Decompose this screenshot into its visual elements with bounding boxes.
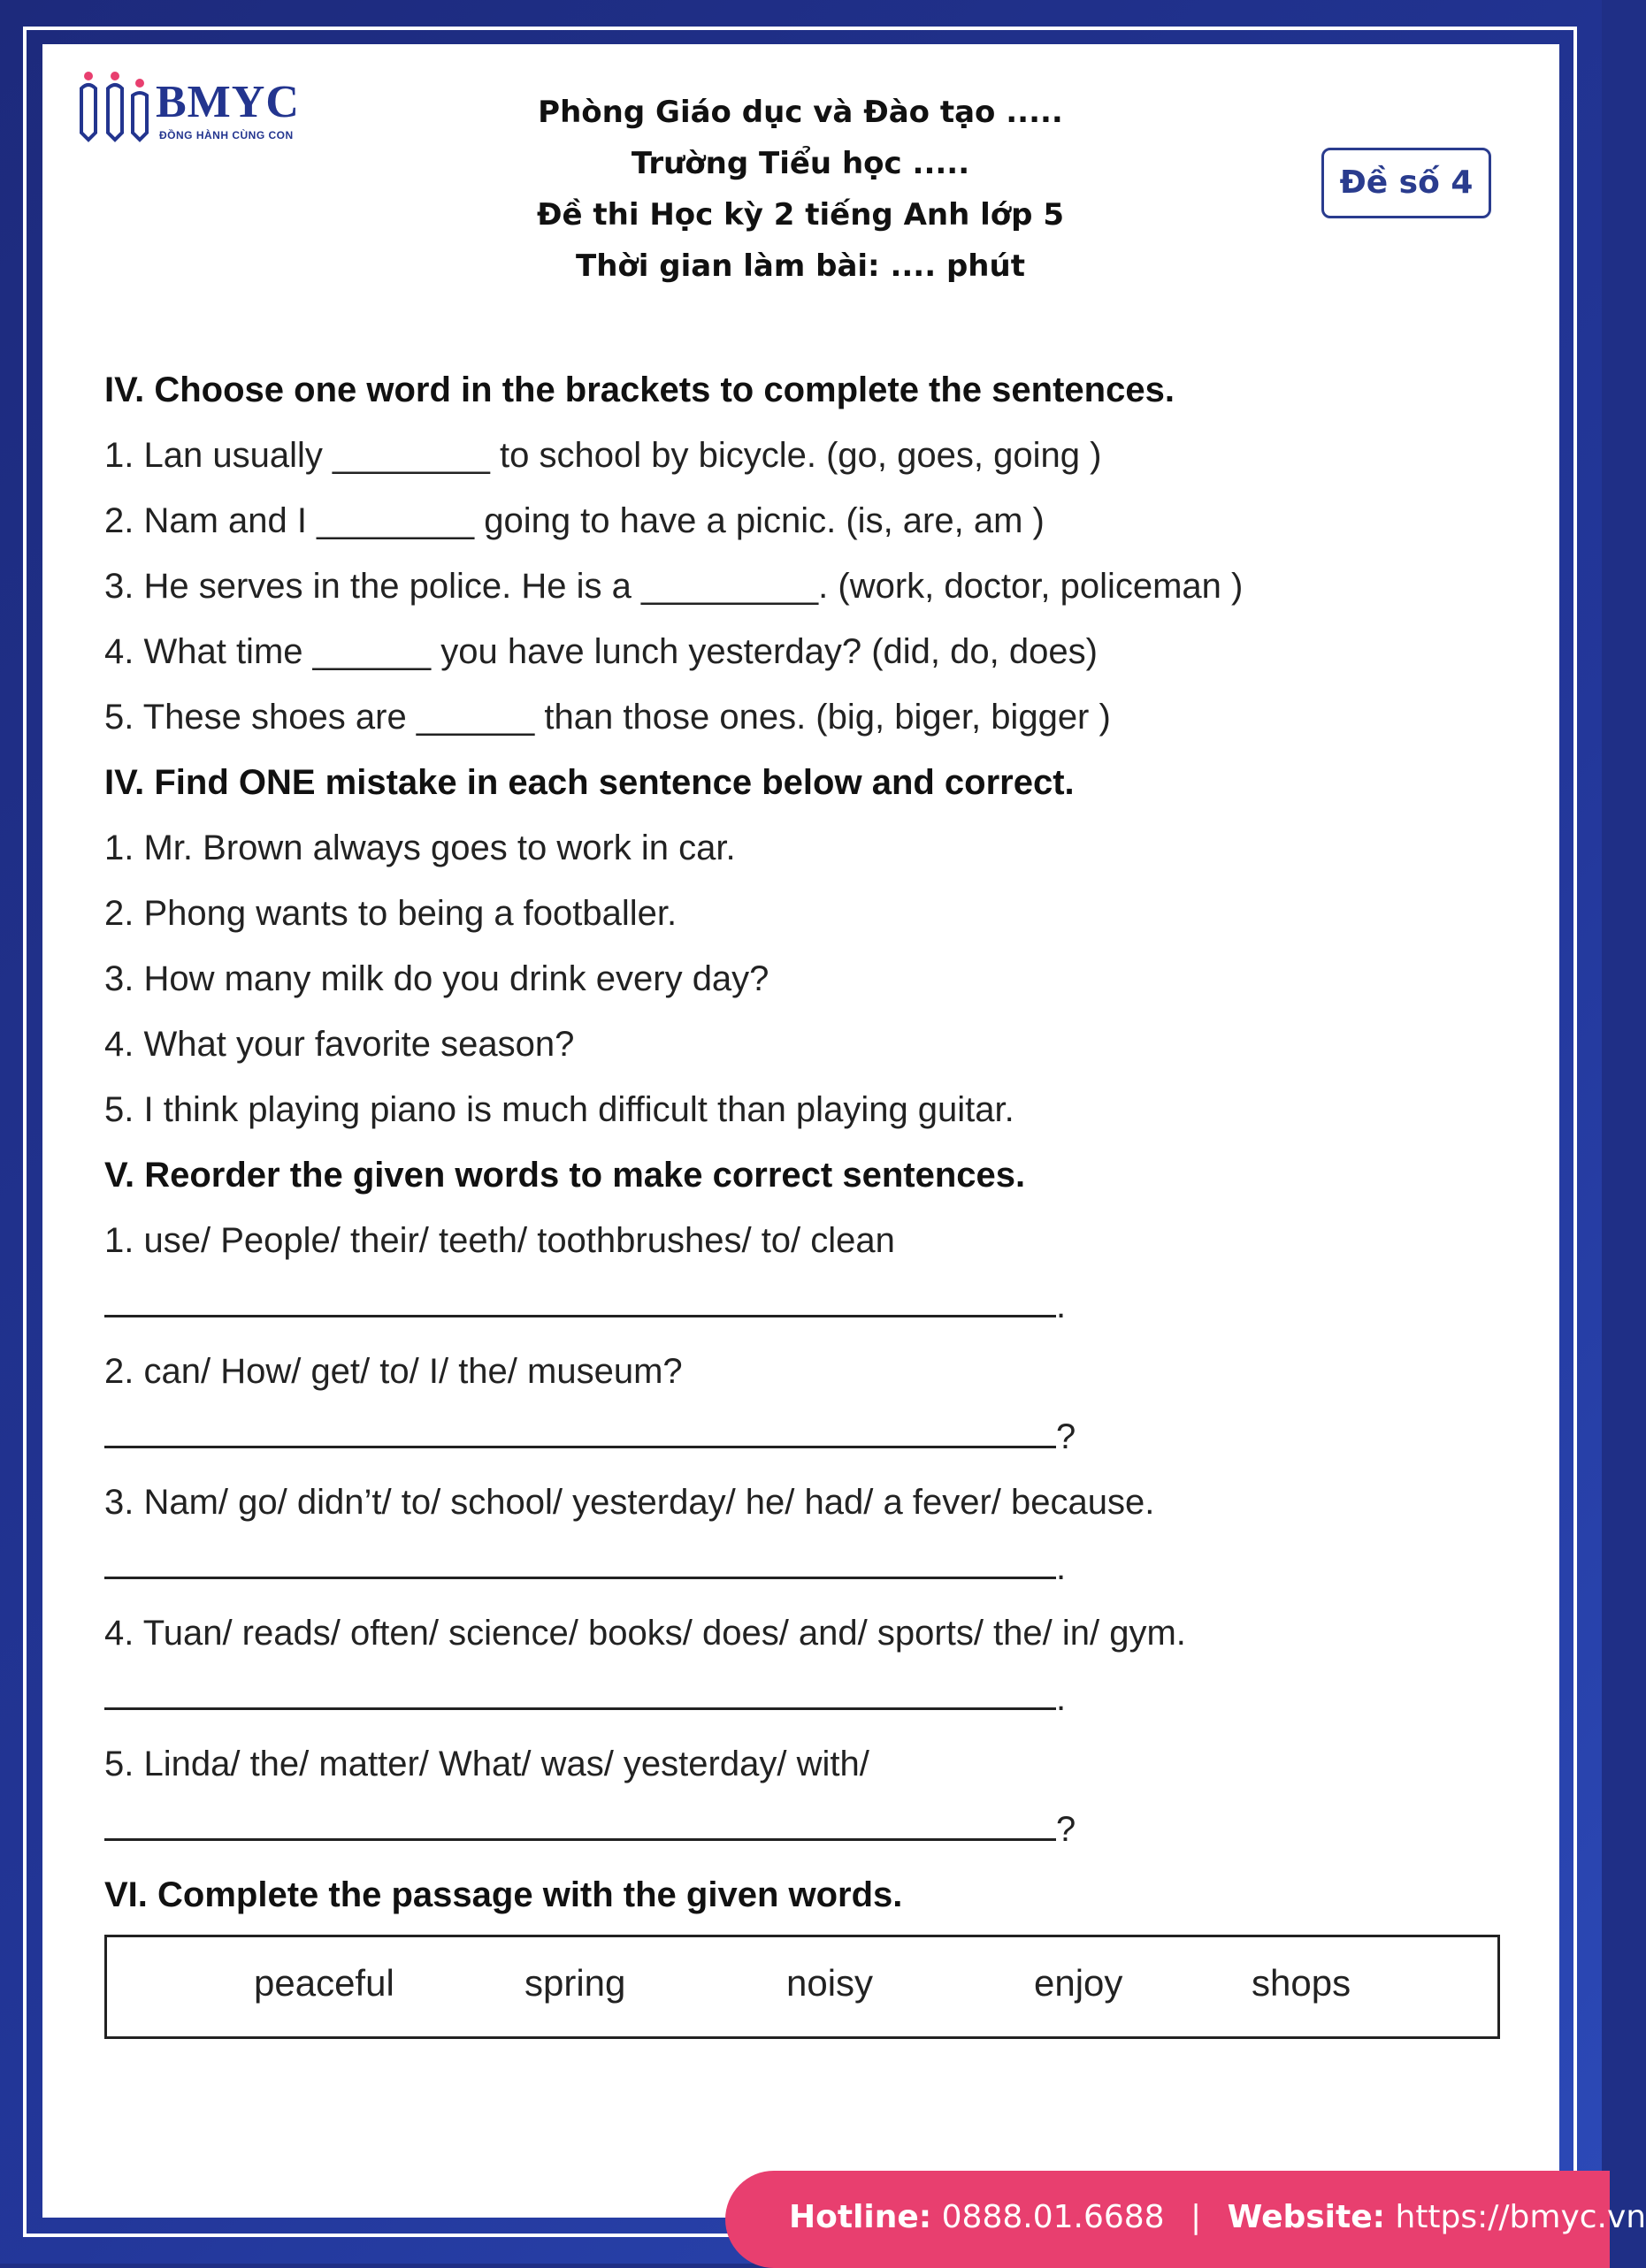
- answer-line: [104, 1404, 1502, 1470]
- answer-line: [104, 1273, 1502, 1339]
- website-link[interactable]: https://bmyc.vn: [1396, 2199, 1646, 2235]
- question-item: 5. These shoes are ______ than those ones. (big, biger, bigger ): [104, 684, 1502, 750]
- footer-contact-text: [789, 2199, 1646, 2235]
- question-item: 1. Mr. Brown always goes to work in car.: [104, 815, 1502, 881]
- reorder-prompt: 3. Nam/ go/ didn’t/ to/ school/ yesterday/ he/ had/ a fever/ because.: [104, 1470, 1502, 1535]
- logo-tagline: ĐỒNG HÀNH CÙNG CON: [159, 129, 294, 141]
- hotline-number[interactable]: 0888.01.6688: [942, 2199, 1165, 2235]
- word-bank-item: peaceful: [254, 1962, 394, 2005]
- website-label: Website:: [1228, 2199, 1385, 2235]
- bmyc-logo: [78, 71, 308, 150]
- question-item: 4. What time ______ you have lunch yesterday? (did, do, does): [104, 619, 1502, 684]
- contact-footer: [725, 2171, 1610, 2268]
- logo-brand: BMYC: [156, 76, 300, 128]
- answer-line-end: .: [1056, 1548, 1066, 1587]
- section-heading: V. Reorder the given words to make correct sentences.: [104, 1142, 1502, 1208]
- answer-line-end: .: [1056, 1287, 1066, 1325]
- footer-separator: |: [1190, 2199, 1201, 2235]
- header-school: Trường Tiểu học .....: [442, 138, 1159, 189]
- question-item: 1. Lan usually ________ to school by bicycle. (go, goes, going ): [104, 423, 1502, 488]
- exam-content: [104, 357, 1502, 1928]
- exam-header: [442, 87, 1159, 292]
- exam-title: Đề thi Học kỳ 2 tiếng Anh lớp 5: [442, 189, 1159, 241]
- exam-duration: Thời gian làm bài: .... phút: [442, 241, 1159, 292]
- question-item: 2. Phong wants to being a footballer.: [104, 881, 1502, 946]
- answer-line-end: .: [1056, 1679, 1066, 1718]
- answer-line: [104, 1666, 1502, 1731]
- section-heading: IV. Choose one word in the brackets to complete the sentences.: [104, 357, 1502, 423]
- word-bank-item: shops: [1252, 1962, 1351, 2005]
- family-figures-icon: [78, 71, 152, 141]
- answer-line-end: ?: [1056, 1417, 1076, 1456]
- word-bank-item: noisy: [786, 1962, 873, 2005]
- word-bank-item: spring: [524, 1962, 625, 2005]
- question-item: 3. How many milk do you drink every day?: [104, 946, 1502, 1012]
- header-department: Phòng Giáo dục và Đào tạo .....: [442, 87, 1159, 138]
- question-item: 5. I think playing piano is much difficult than playing guitar.: [104, 1077, 1502, 1142]
- reorder-prompt: 4. Tuan/ reads/ often/ science/ books/ does/ and/ sports/ the/ in/ gym.: [104, 1600, 1502, 1666]
- answer-line: [104, 1535, 1502, 1600]
- word-bank-box: [104, 1935, 1500, 2039]
- exam-number-badge: Đề số 4: [1321, 148, 1491, 218]
- section-heading: VI. Complete the passage with the given words.: [104, 1862, 1502, 1928]
- question-item: 3. He serves in the police. He is a _________. (work, doctor, policeman ): [104, 554, 1502, 619]
- hotline-label: Hotline:: [789, 2199, 931, 2235]
- section-heading: IV. Find ONE mistake in each sentence below and correct.: [104, 750, 1502, 815]
- word-bank-item: enjoy: [1034, 1962, 1122, 2005]
- question-item: 2. Nam and I ________ going to have a picnic. (is, are, am ): [104, 488, 1502, 554]
- reorder-prompt: 2. can/ How/ get/ to/ I/ the/ museum?: [104, 1339, 1502, 1404]
- answer-line-end: ?: [1056, 1810, 1076, 1849]
- reorder-prompt: 1. use/ People/ their/ teeth/ toothbrushes/ to/ clean: [104, 1208, 1502, 1273]
- question-item: 4. What your favorite season?: [104, 1012, 1502, 1077]
- reorder-prompt: 5. Linda/ the/ matter/ What/ was/ yesterday/ with/: [104, 1731, 1502, 1797]
- answer-line: [104, 1797, 1502, 1862]
